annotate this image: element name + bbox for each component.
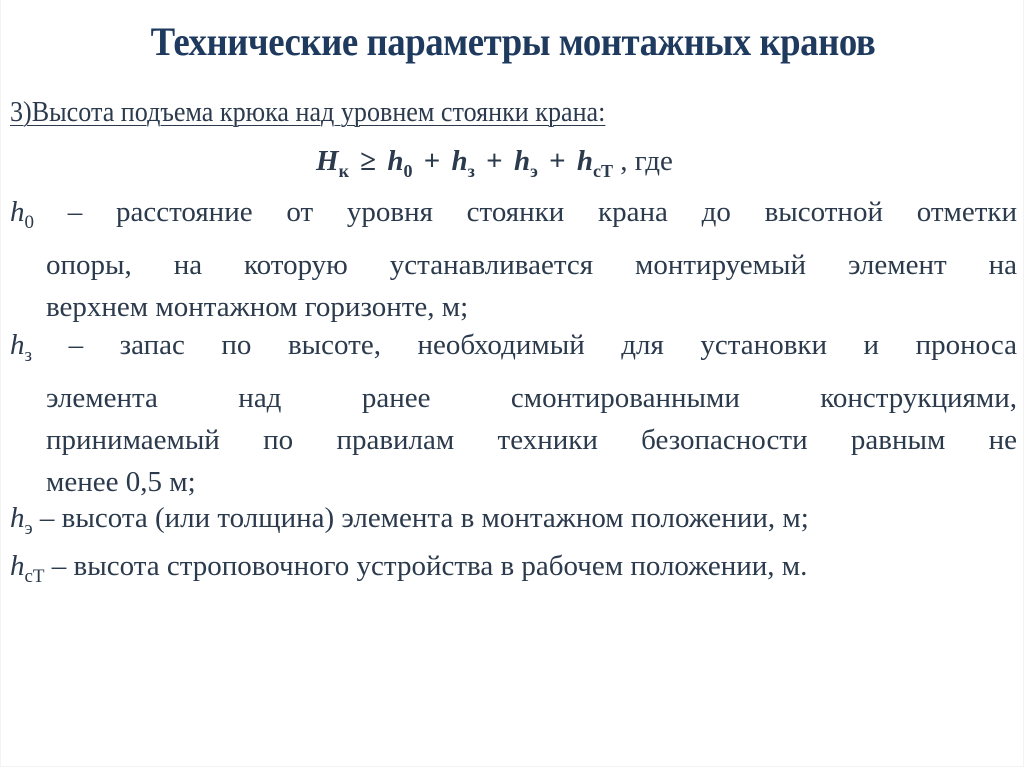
- formula-term-sub: з: [467, 161, 475, 181]
- definition-symbol: h: [10, 502, 25, 534]
- formula-term-symbol: h: [513, 145, 531, 177]
- formula-lhs-symbol: H: [316, 145, 339, 177]
- slide-title: Технические параметры монтажных кранов: [150, 19, 876, 64]
- section-heading: 3)Высота подъема крюка над уровнем стоянки крана:: [10, 96, 606, 128]
- definition-text: – расстояние от уровня стоянки крана до высотной отметки: [67, 196, 1017, 228]
- formula-term-symbol: h: [576, 145, 594, 177]
- definition-hz: [10, 324, 1017, 503]
- definition-sub: 0: [24, 212, 34, 233]
- formula-lhs-sub: к: [338, 161, 349, 181]
- definition-sub: сТ: [24, 566, 45, 587]
- definition-line: опоры, на которую устанавливается монтируемый элемент на: [46, 249, 1017, 281]
- definition-line: принимаемый по правилам техники безопасности равным не: [46, 424, 1017, 456]
- definition-hst: [10, 545, 807, 598]
- definition-symbol: h: [10, 196, 25, 228]
- definition-text: – высота (или толщина) элемента в монтажном положении, м;: [39, 502, 809, 534]
- definition-he: [10, 497, 809, 550]
- definition-text: – запас по высоте, необходимый для установки и проноса: [68, 329, 1017, 361]
- formula: [316, 145, 673, 182]
- definition-line: верхнем монтажном горизонте, м;: [46, 291, 469, 323]
- formula-term-sub: э: [530, 161, 538, 181]
- formula-relation: ≥: [360, 145, 377, 177]
- definition-symbol: h: [10, 550, 25, 582]
- definition-line: [10, 324, 1017, 377]
- formula-term-symbol: h: [387, 145, 404, 177]
- formula-plus: +: [423, 145, 441, 177]
- formula-term-symbol: h: [451, 145, 468, 177]
- definition-sub: з: [24, 345, 33, 366]
- definition-line: элемента над ранее смонтированными конструкциями,: [46, 382, 1017, 414]
- formula-suffix: , где: [620, 145, 673, 177]
- formula-plus: +: [549, 145, 566, 177]
- definition-sub: э: [24, 518, 33, 539]
- formula-term-sub: сТ: [593, 161, 614, 181]
- definition-line: [10, 191, 1017, 244]
- definition-text: – высота строповочного устройства в рабочем положении, м.: [51, 550, 808, 582]
- formula-plus: +: [486, 145, 503, 177]
- formula-term-sub: 0: [403, 161, 413, 181]
- definition-h0: [10, 191, 1017, 328]
- definition-symbol: h: [10, 329, 25, 361]
- definition-line: менее 0,5 м;: [46, 466, 196, 498]
